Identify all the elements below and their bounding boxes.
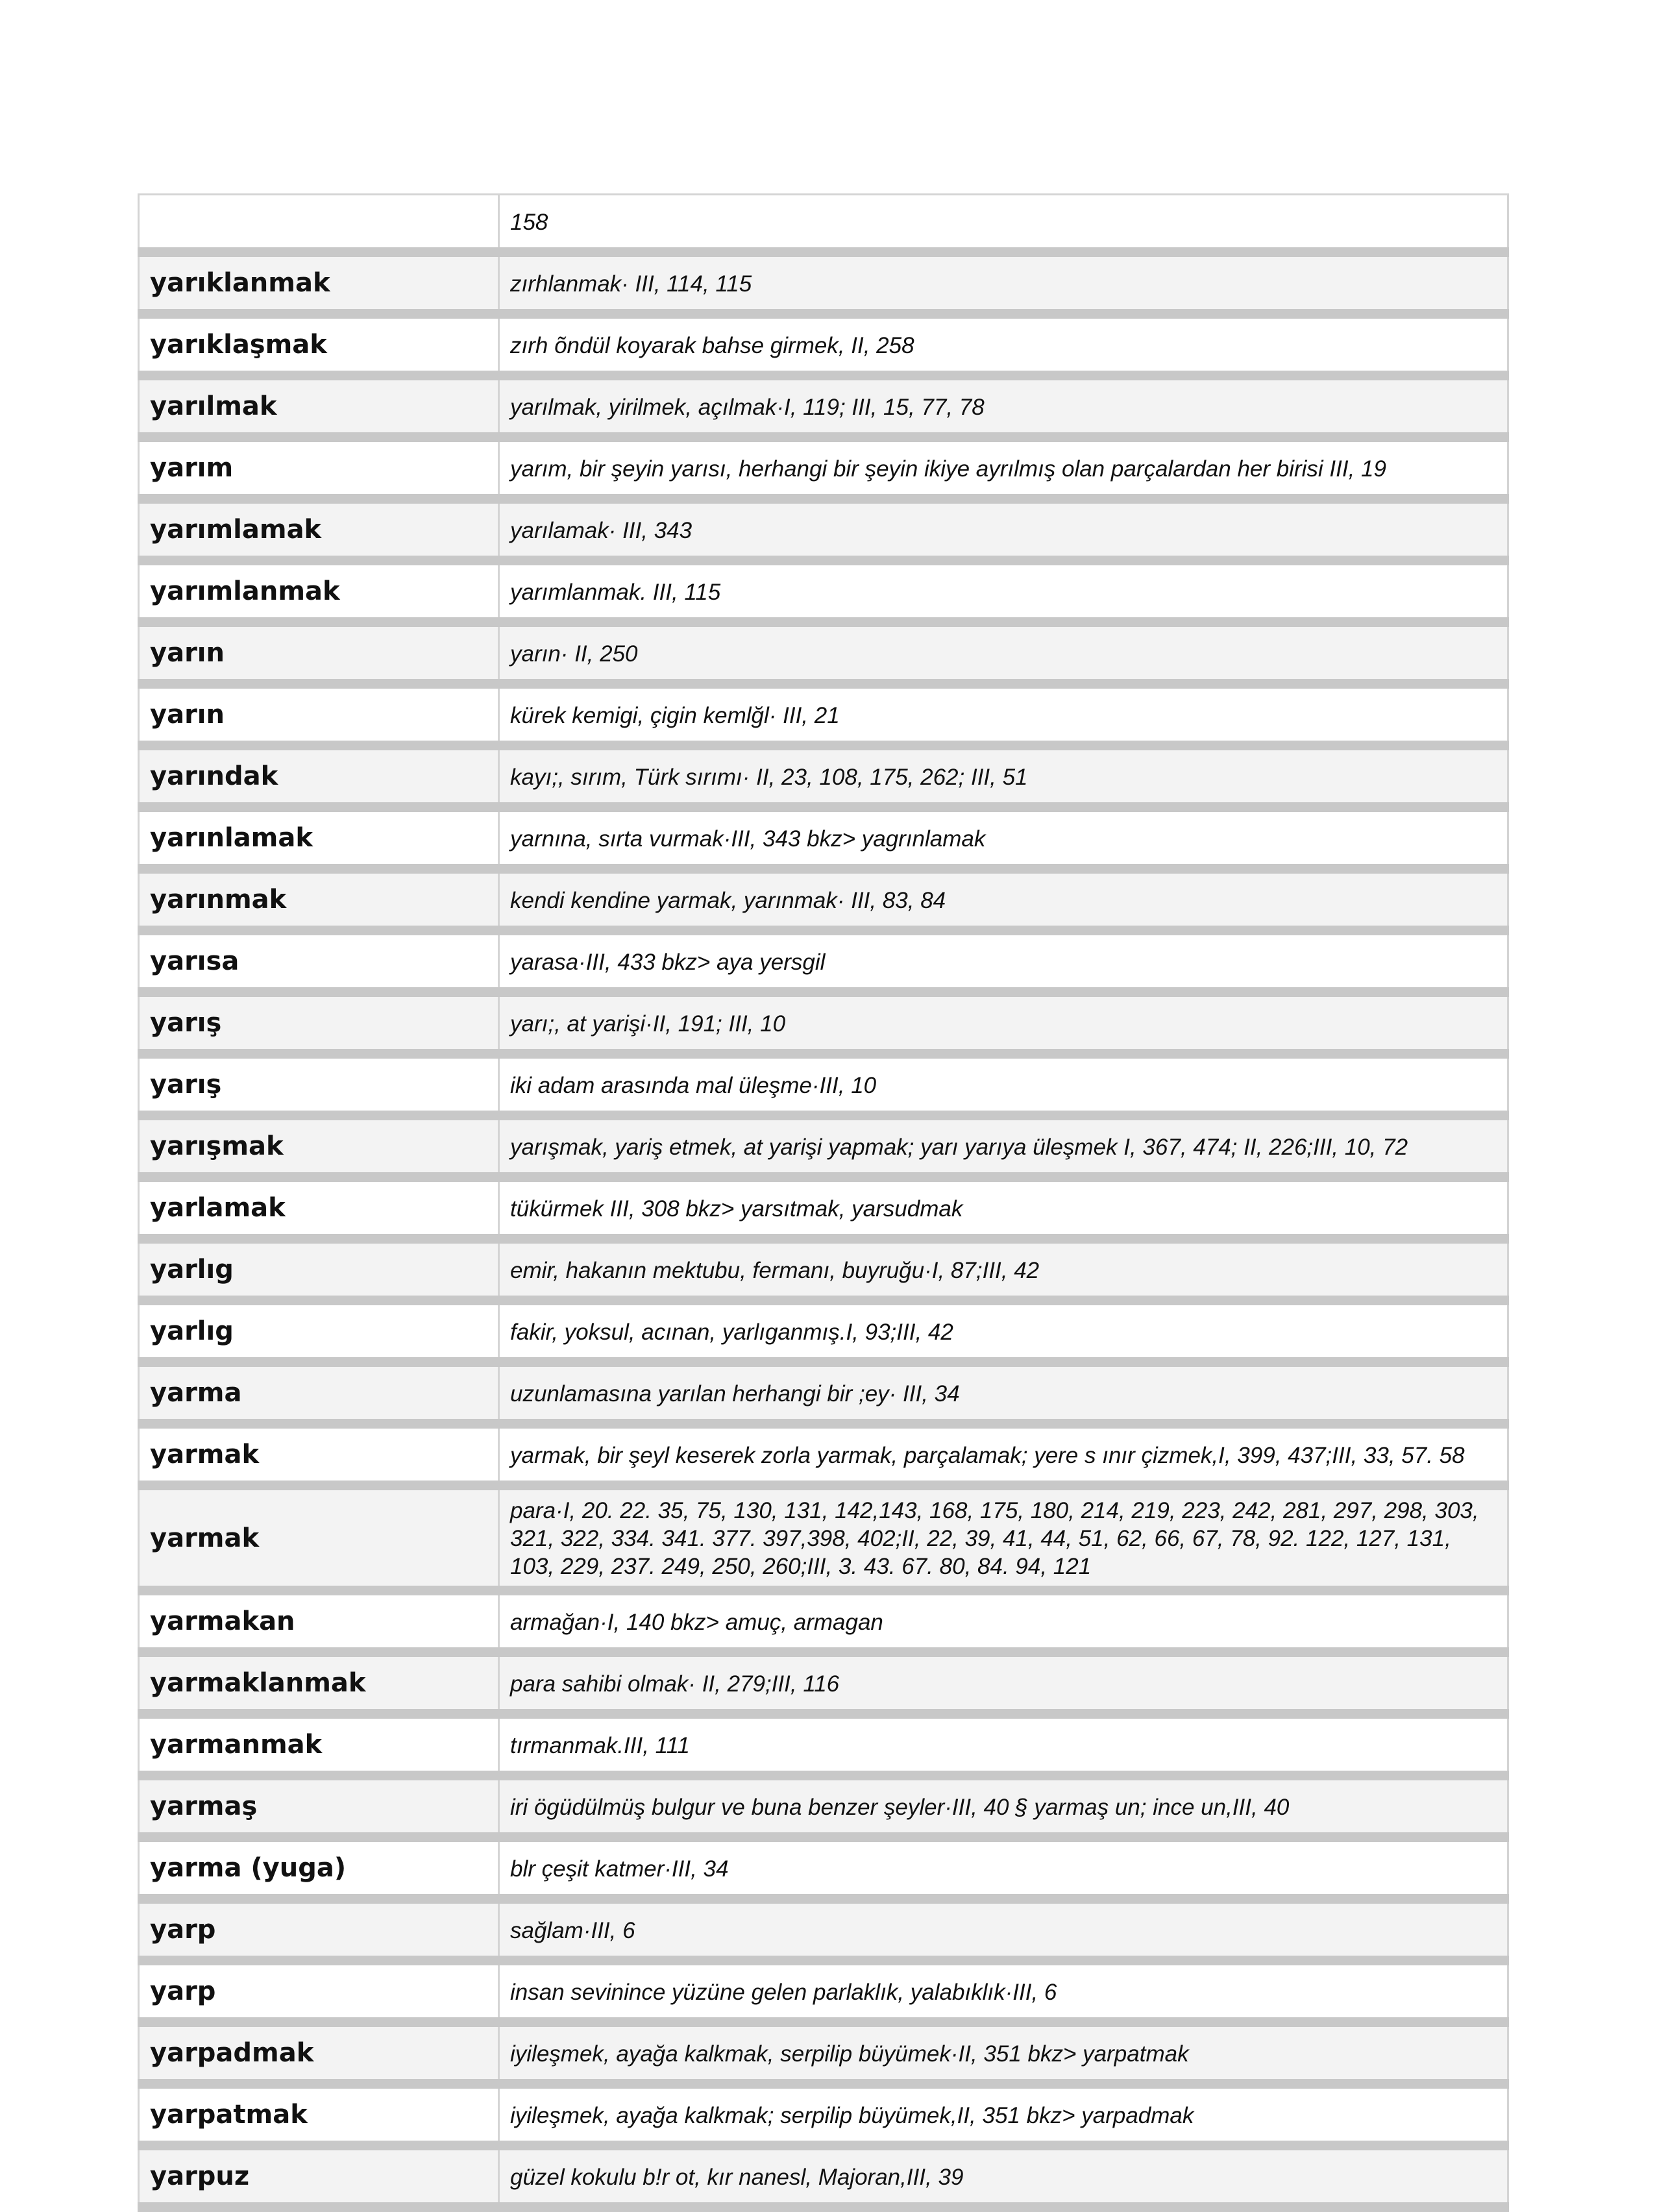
entry-definition: iri ögüdülmüş bulgur ve buna benzer şeyler·III, 40 § yarmaş un; ince un,III, 40 xyxy=(499,1776,1508,1837)
dictionary-table xyxy=(138,193,1509,2212)
entry-term: yarmak xyxy=(139,1424,499,1486)
entry-definition: zırh õndül koyarak bahse girmek, II, 258 xyxy=(499,314,1508,376)
entry-term: yarısa xyxy=(139,931,499,992)
table-row xyxy=(139,1116,1508,1177)
entry-term: yarımlamak xyxy=(139,499,499,561)
table-row xyxy=(139,561,1508,622)
entry-term: yarlıg xyxy=(139,1301,499,1362)
entry-term: yarpadmak xyxy=(139,2022,499,2084)
entry-term: yarılmak xyxy=(139,376,499,437)
entry-term: yarınmak xyxy=(139,869,499,931)
entry-definition: yarılamak· III, 343 xyxy=(499,499,1508,561)
entry-term: yarlıg xyxy=(139,1239,499,1301)
table-row xyxy=(139,1899,1508,1961)
entry-definition: armağan·I, 140 bkz> amuç, armagan xyxy=(499,1591,1508,1653)
entry-term: yarış xyxy=(139,1054,499,1116)
table-row xyxy=(139,376,1508,437)
page-number-blank-cell xyxy=(139,195,499,252)
entry-term: yarp xyxy=(139,1961,499,2022)
entry-term: yarışmak xyxy=(139,1116,499,1177)
entry-term: yarmakan xyxy=(139,1591,499,1653)
table-row xyxy=(139,499,1508,561)
entry-term: yarmaklanmak xyxy=(139,1653,499,1714)
table-row xyxy=(139,684,1508,746)
table-row xyxy=(139,1653,1508,1714)
entry-definition: fakir, yoksul, acınan, yarlıganmış.I, 93;III, 42 xyxy=(499,1301,1508,1362)
entry-definition: insan sevinince yüzüne gelen parlaklık, yalabıklık·III, 6 xyxy=(499,1961,1508,2022)
table-row xyxy=(139,746,1508,807)
entry-term: yarın xyxy=(139,622,499,684)
entry-definition: kayı;, sırım, Türk sırımı· II, 23, 108, 175, 262; III, 51 xyxy=(499,746,1508,807)
entry-definition: güzel kokulu b!r ot, kır nanesl, Majoran,III, 39 xyxy=(499,2146,1508,2207)
entry-definition: yarmak, bir şeyl keserek zorla yarmak, parçalamak; yere s ınır çizmek,I, 399, 437;III, 33, 57. 58 xyxy=(499,1424,1508,1486)
entry-definition: yarnına, sırta vurmak·III, 343 bkz> yagrınlamak xyxy=(499,807,1508,869)
entry-term: yarın xyxy=(139,684,499,746)
entry-definition: kendi kendine yarmak, yarınmak· III, 83, 84 xyxy=(499,869,1508,931)
table-row xyxy=(139,314,1508,376)
table-row xyxy=(139,437,1508,499)
table-row xyxy=(139,1486,1508,1591)
table-row xyxy=(139,1054,1508,1116)
entry-definition: yarışmak, yariş etmek, at yarişi yapmak; yarı yarıya üleşmek I, 367, 474; II, 226;III, 10, 72 xyxy=(499,1116,1508,1177)
table-row xyxy=(139,1424,1508,1486)
table-row xyxy=(139,807,1508,869)
table-row xyxy=(139,1714,1508,1776)
entry-definition: yarı;, at yarişi·II, 191; III, 10 xyxy=(499,992,1508,1054)
entry-definition: para·I, 20. 22. 35, 75, 130, 131, 142,143, 168, 175, 180, 214, 219, 223, 242, 281, 297, 298, 303, 321, 322, 334. 341. 377. 397,398, 402;II, 22, 39, 41, 44, 51, 62, 66, 67, 78, 92. 122, 127, 131, 103, 229, 237. 249, 250, 260;III, 3. 43. 67. 80, 84. 94, 121 xyxy=(499,1486,1508,1591)
entry-term: yarpuz xyxy=(139,2146,499,2207)
page-number-row xyxy=(139,195,1508,252)
entry-term: yarıklaşmak xyxy=(139,314,499,376)
table-row xyxy=(139,869,1508,931)
entry-term: yarp xyxy=(139,1899,499,1961)
table-row xyxy=(139,2146,1508,2207)
table-row xyxy=(139,1239,1508,1301)
table-row xyxy=(139,1961,1508,2022)
entry-definition: para sahibi olmak· II, 279;III, 116 xyxy=(499,1653,1508,1714)
entry-term: yarpatmak xyxy=(139,2084,499,2146)
entry-term: yarmaş xyxy=(139,1776,499,1837)
entry-term: yarma (yuga) xyxy=(139,1837,499,1899)
table-row xyxy=(139,1591,1508,1653)
table-row xyxy=(139,2084,1508,2146)
entry-definition: blr çeşit katmer·III, 34 xyxy=(499,1837,1508,1899)
table-row xyxy=(139,1177,1508,1239)
entry-definition: iyileşmek, ayağa kalkmak, serpilip büyümek·II, 351 bkz> yarpatmak xyxy=(499,2022,1508,2084)
entry-definition: tırmanmak.III, 111 xyxy=(499,1714,1508,1776)
entry-definition: yarasa·III, 433 bkz> aya yersgil xyxy=(499,931,1508,992)
table-row xyxy=(139,1301,1508,1362)
table-row xyxy=(139,2022,1508,2084)
entry-definition: iki adam arasında mal üleşme·III, 10 xyxy=(499,1054,1508,1116)
entry-definition: yarın· II, 250 xyxy=(499,622,1508,684)
entry-definition: zırhlanmak· III, 114, 115 xyxy=(499,252,1508,314)
entry-definition: sağlam·III, 6 xyxy=(499,1899,1508,1961)
entry-definition: emir, hakanın mektubu, fermanı, buyruğu·I, 87;III, 42 xyxy=(499,1239,1508,1301)
table-row xyxy=(139,252,1508,314)
table-row xyxy=(139,1837,1508,1899)
entry-term: yarım xyxy=(139,437,499,499)
entry-definition: yarımlanmak. III, 115 xyxy=(499,561,1508,622)
entry-term: yarımlanmak xyxy=(139,561,499,622)
entry-definition: kürek kemigi, çigin kemlğl· III, 21 xyxy=(499,684,1508,746)
entry-term: yarmak xyxy=(139,1486,499,1591)
entry-definition: uzunlamasına yarılan herhangi bir ;ey· III, 34 xyxy=(499,1362,1508,1424)
entry-term: yarma xyxy=(139,1362,499,1424)
entry-term: yarış xyxy=(139,992,499,1054)
page-number: 158 xyxy=(499,195,1508,252)
entry-term: yarmanmak xyxy=(139,1714,499,1776)
entry-definition: tükürmek III, 308 bkz> yarsıtmak, yarsudmak xyxy=(499,1177,1508,1239)
entry-term: yarındak xyxy=(139,746,499,807)
table-row xyxy=(139,1362,1508,1424)
table-row xyxy=(139,931,1508,992)
entry-term: yarlamak xyxy=(139,1177,499,1239)
entry-term: yarınlamak xyxy=(139,807,499,869)
entry-definition: iyileşmek, ayağa kalkmak; serpilip büyümek,II, 351 bkz> yarpadmak xyxy=(499,2084,1508,2146)
table-row xyxy=(139,622,1508,684)
entry-term: yarıklanmak xyxy=(139,252,499,314)
entry-definition: yarım, bir şeyin yarısı, herhangi bir şeyin ikiye ayrılmış olan parçalardan her birisi III, 19 xyxy=(499,437,1508,499)
table-row xyxy=(139,992,1508,1054)
entry-definition: yarılmak, yirilmek, açılmak·I, 119; III, 15, 77, 78 xyxy=(499,376,1508,437)
table-row xyxy=(139,1776,1508,1837)
